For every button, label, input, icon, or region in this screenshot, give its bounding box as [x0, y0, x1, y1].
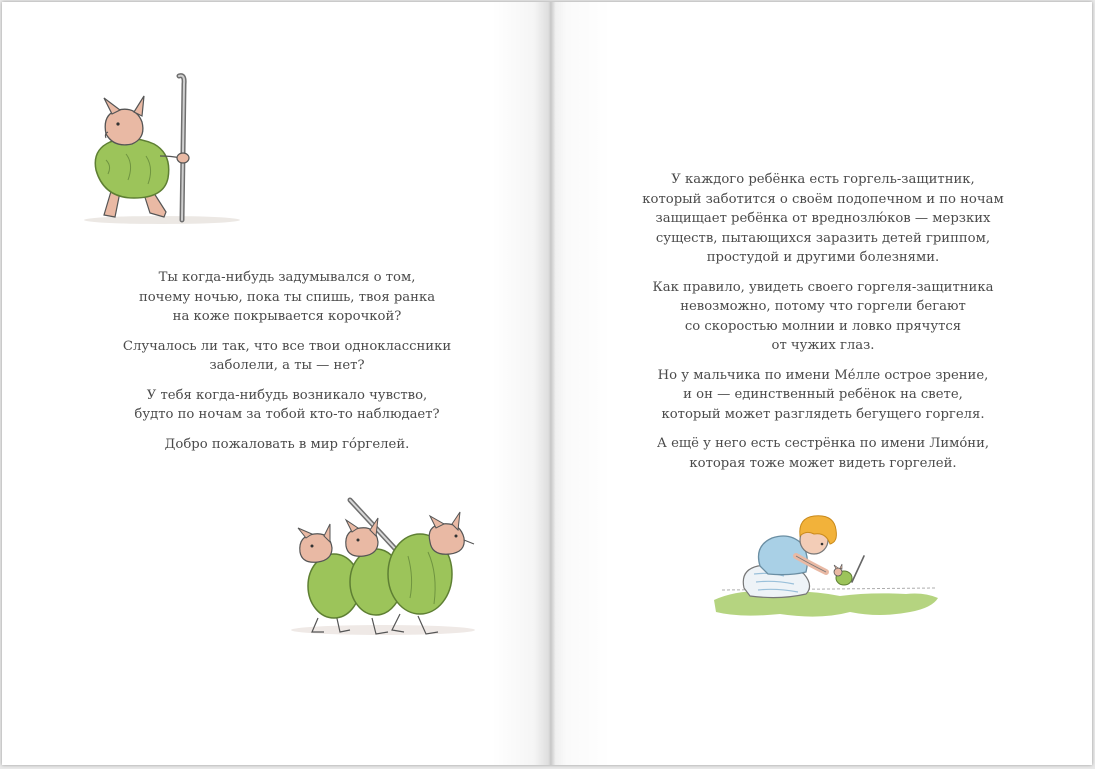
text-line: и он — единственный ребёнок на свете, [683, 387, 963, 402]
text-line: простудой и другими болезнями. [706, 250, 940, 265]
text-line: Но у мальчика по имени Ме́лле острое зрение, [657, 367, 989, 383]
text-line: существ, пытающихся заразить детей гриппом, [655, 230, 991, 246]
left-paragraph-4 [62, 435, 512, 455]
text-line: Случалось ли так, что все твои одноклассники [122, 338, 452, 354]
right-paragraph-4 [618, 434, 1028, 473]
text-line: Ты когда-нибудь задумывался о том, [158, 270, 416, 285]
running-gorgels-illustration [288, 494, 488, 644]
text-line: У каждого ребёнка есть горгель-защитник, [671, 172, 975, 187]
right-paragraph-1 [618, 170, 1028, 268]
gorgel-with-staff-illustration [82, 70, 247, 232]
right-page [548, 2, 1092, 765]
left-page [2, 2, 548, 765]
left-page-text [62, 268, 512, 464]
text-line: на коже покрывается корочкой? [172, 309, 402, 324]
left-paragraph-1 [62, 268, 512, 327]
text-line: А ещё у него есть сестрёнка по имени Лимо́ни, [656, 436, 990, 451]
text-line: от чужих глаз. [771, 338, 875, 353]
text-line: заболели, а ты — нет? [209, 358, 365, 373]
text-line: почему ночью, пока ты спишь, твоя ранка [138, 289, 436, 305]
text-line: со скоростью молнии и ловко прячутся [684, 318, 962, 334]
right-paragraph-2 [618, 278, 1028, 356]
book-spread [2, 2, 1092, 765]
text-line: которая тоже может видеть горгелей. [689, 455, 957, 471]
left-paragraph-3 [62, 386, 512, 425]
text-line: будто по ночам за тобой кто-то наблюдает? [134, 407, 440, 422]
text-line: Добро пожаловать в мир гóргелей. [164, 436, 410, 452]
text-line: У тебя когда-нибудь возникало чувство, [146, 387, 428, 403]
left-paragraph-2 [62, 337, 512, 376]
right-paragraph-3 [618, 366, 1028, 425]
boy-crouching-with-gorgel-illustration [710, 508, 942, 624]
text-line: который заботится о своём подопечном и по ночам [642, 191, 1004, 207]
text-line: Как правило, увидеть своего горгеля-защитника [652, 279, 994, 295]
right-page-text [618, 170, 1028, 483]
text-line: защищает ребёнка от вреднозлю́ков — мерзких [655, 211, 991, 226]
text-line: невозможно, потому что горгели бегают [680, 299, 966, 314]
text-line: который может разглядеть бегущего горгеля. [661, 406, 985, 422]
